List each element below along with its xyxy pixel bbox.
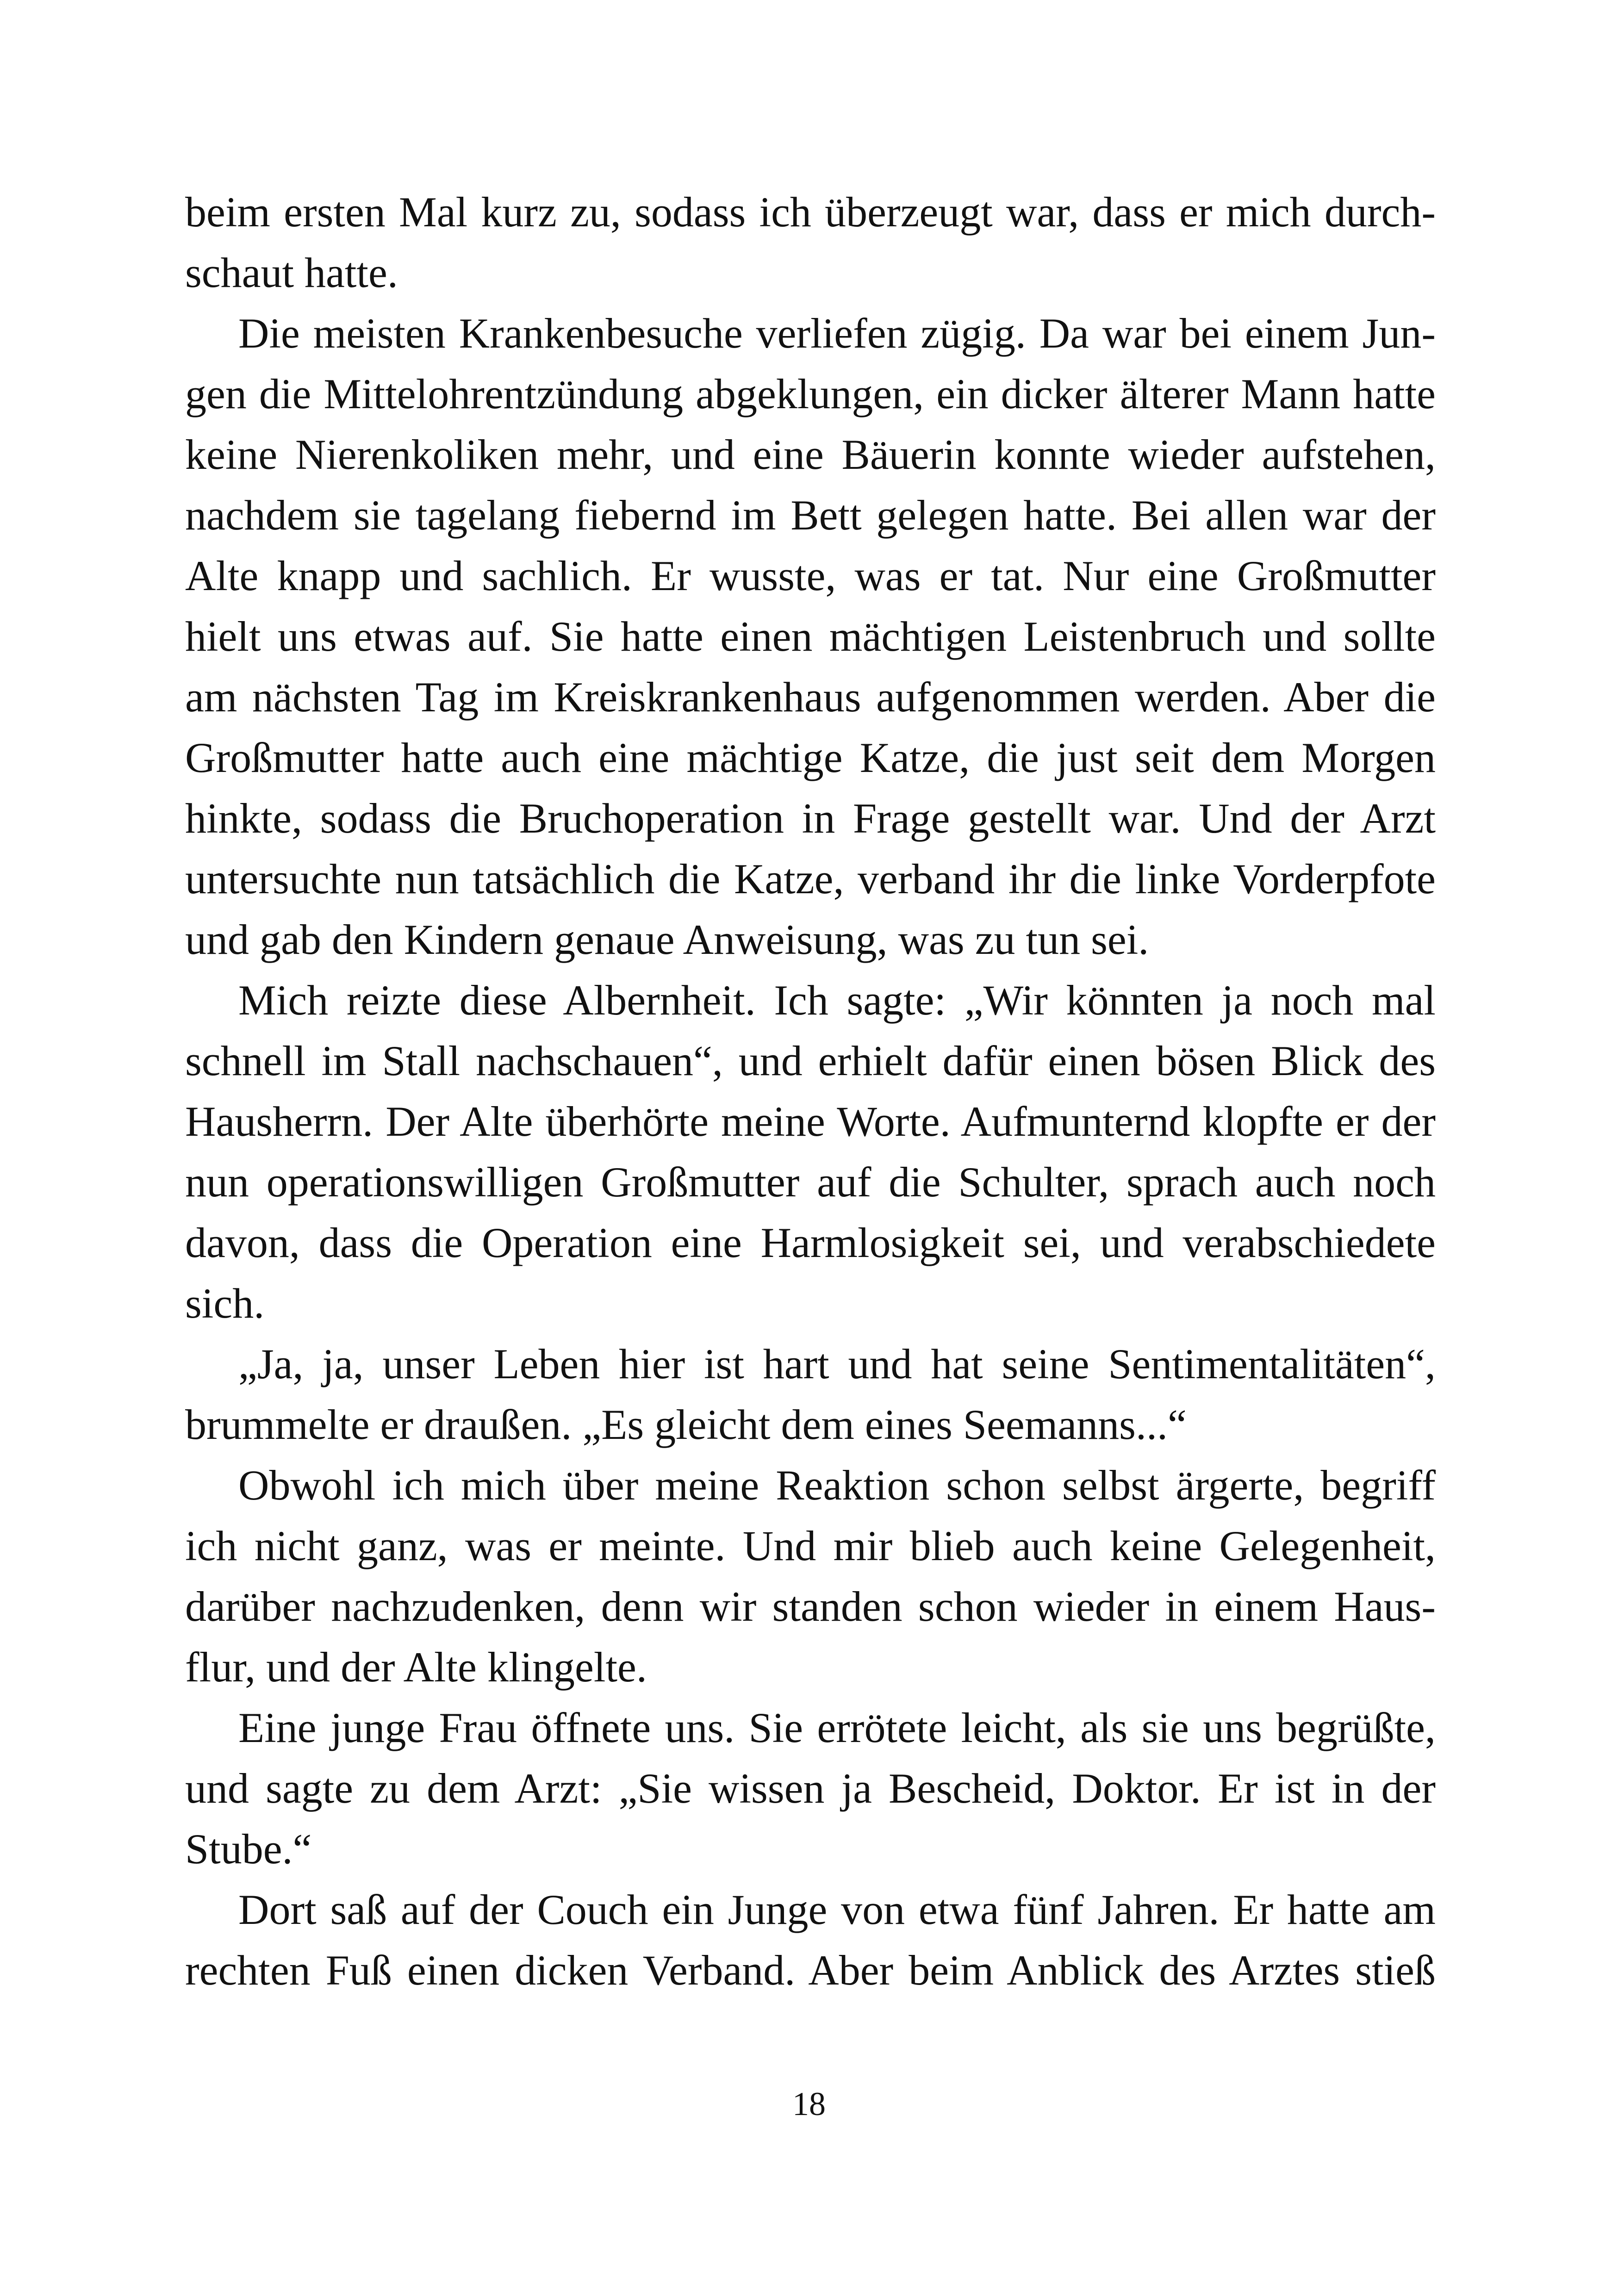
text-line: brummelte er draußen. „Es gleicht dem eines Seemanns...“ [185, 1401, 1187, 1448]
body-text [185, 182, 1436, 2001]
text-line: nachdem sie tagelang fiebernd im Bett gelegen hatte. Bei allen war der [185, 492, 1436, 539]
text-line: untersuchte nun tatsächlich die Katze, verband ihr die linke Vorderpfote [185, 855, 1436, 902]
text-line: keine Nierenkoliken mehr, und eine Bäuerin konnte wieder aufstehen, [185, 431, 1436, 478]
text-line: hinkte, sodass die Bruchoperation in Frage gestellt war. Und der Arzt [185, 795, 1436, 842]
text-line: Alte knapp und sachlich. Er wusste, was er tat. Nur eine Großmutter [185, 552, 1436, 599]
text-line: flur, und der Alte klingelte. [185, 1643, 647, 1691]
text-line: sich. [185, 1280, 265, 1327]
text-line: Die meisten Krankenbesuche verliefen zügig. Da war bei einem Jun- [238, 310, 1436, 357]
text-line: ich nicht ganz, was er meinte. Und mir blieb auch keine Gelegenheit, [185, 1522, 1436, 1569]
text-line: Mich reizte diese Albernheit. Ich sagte: „Wir könnten ja noch mal [238, 977, 1436, 1024]
text-line: Stube.“ [185, 1825, 312, 1873]
text-line: Obwohl ich mich über meine Reaktion schon selbst ärgerte, begriff [238, 1462, 1436, 1509]
text-line: davon, dass die Operation eine Harmlosigkeit sei, und verabschiedete [185, 1219, 1436, 1266]
text-line: und sagte zu dem Arzt: „Sie wissen ja Bescheid, Doktor. Er ist in der [185, 1765, 1436, 1812]
text-line: Dort saß auf der Couch ein Junge von etwa fünf Jahren. Er hatte am [238, 1886, 1436, 1933]
text-line: Großmutter hatte auch eine mächtige Katze, die just seit dem Morgen [185, 734, 1436, 781]
text-line: „Ja, ja, unser Leben hier ist hart und hat seine Sentimentalitäten“, [238, 1340, 1436, 1388]
text-line: Eine junge Frau öffnete uns. Sie errötete leicht, als sie uns begrüßte, [238, 1704, 1436, 1751]
text-line: darüber nachzudenken, denn wir standen schon wieder in einem Haus- [185, 1583, 1436, 1630]
text-line: beim ersten Mal kurz zu, sodass ich überzeugt war, dass er mich durch- [185, 188, 1436, 236]
text-line: hielt uns etwas auf. Sie hatte einen mächtigen Leistenbruch und sollte [185, 613, 1436, 660]
text-line: schnell im Stall nachschauen“, und erhielt dafür einen bösen Blick des [185, 1037, 1436, 1084]
text-line: nun operationswilligen Großmutter auf die Schulter, sprach auch noch [185, 1158, 1436, 1206]
text-line: rechten Fuß einen dicken Verband. Aber beim Anblick des Arztes stieß [185, 1947, 1436, 1994]
page-number: 18 [792, 2085, 826, 2122]
text-line: und gab den Kindern genaue Anweisung, was zu tun sei. [185, 916, 1149, 963]
text-line: am nächsten Tag im Kreiskrankenhaus aufgenommen werden. Aber die [185, 673, 1436, 721]
text-line: gen die Mittelohrentzündung abgeklungen, ein dicker älterer Mann hatte [185, 370, 1436, 417]
text-line: Hausherrn. Der Alte überhörte meine Worte. Aufmunternd klopfte er der [185, 1098, 1436, 1145]
text-line: schaut hatte. [185, 249, 398, 296]
